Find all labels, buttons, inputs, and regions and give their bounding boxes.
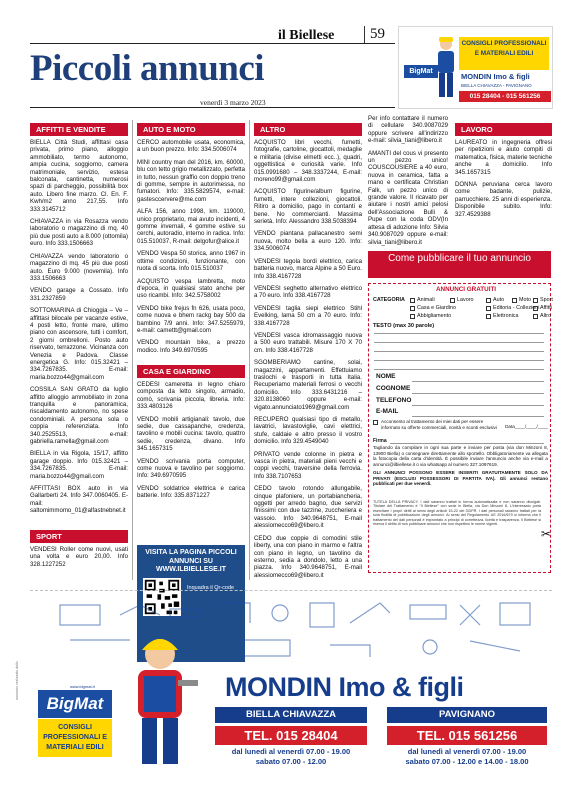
consent-checkbox[interactable] [373,420,378,425]
phone-biella[interactable]: TEL. 015 28404 [215,726,367,745]
classified-ad: VENDESI vasca idromassaggio nuova a 500 euro trattabili. Misure 170 X 70 cm. Info 338.4167728 [254,331,362,354]
classified-ad: VENDESI tegola bordi elettrico, carica batteria nuovo, marca Alpine a 50 Euro. Info 338.4167728 [254,257,362,280]
title-rule [30,43,395,44]
classified-ad: CEDO tavolo rotondo allungabile, cinque plafoniere, un portabiancheria, oggetti per arredo bagno, due servizi finissimi con due tazzine, zuccheriera e vassoio. Info 340.9648751, E-mail alessiomecco69@libero.it [254,485,362,530]
category-checkbox-elettronica[interactable]: Elettronica [486,313,518,319]
notice-text: GLI ANNUNCI POSSONO ESSERE INSERITI GRATUITAMENTE SOLO DA PRIVATI (ESCLUSI POSSESSORI DI PARTITA IVA). Gli annunci restano pubblicati per due venerdì. [373,469,548,487]
section-header-lavoro: LAVORO [455,123,552,136]
classified-ad: BIELLA in via Rigola, 15/17, affitto garage doppio. Info 015.32421 – 334.7267835. E-mail: maria.bozzo44@gmail.com [30,450,128,480]
classified-ad: ACQUISTO figurine/album figurine, fumetti, intere collezioni, giocattoli. Ritiro a domicilio, pago in contanti e bene. No commercianti. Massima serietà. Info: Alessandro 338.5038394 [254,188,362,226]
classified-ad: BIELLA Città Studi, affittasi casa privata, primo piano, alloggio ammobiliato, termo autonomo, ampia cucina, soggiorno, camera matrimoniale, servizio, estesa balconata, cantinetta, numerosi spazi di parcheggio, possibilità box auto. Libero fine marzo. Cl. En. F. Kwh/m2 anno 217,55. Info 333.3145712 [30,139,128,213]
qr-hint: Inquadra il Qr-code [187,585,235,591]
date-rule [30,107,395,108]
category-checkbox-editoria[interactable]: Editoria - Collezioni [486,305,539,311]
classified-ad: VENDO bike frejus fn 626, usata poco, come nuova e bhem rackg bay 500 da bambino 7/9 anni. Info: 347.5255979, e-mail: camettt@gmail.com [137,304,245,334]
checkbox[interactable] [410,314,415,319]
section-header-casa: CASA E GIARDINO [137,365,245,378]
signature-label: Firma [373,438,387,444]
checkbox[interactable] [486,306,491,311]
text-line[interactable] [374,342,544,343]
form-instructions [373,445,548,487]
form-title: ANNUNCI GRATUITI [436,286,497,293]
category-label: CATEGORIA [373,297,405,303]
phone-pavignano[interactable]: TEL. 015 561256 [387,726,547,745]
lavoro-column [455,139,552,247]
newspaper-name: il Biellese [278,28,335,43]
instructions-text: Tagliando da compilare in ogni sua parte e inviare per posta (via don Minzoni 8, 13900 Biella) o consegnare direttamente allo sportello. Obbligatoriamente va allegata la fotocopia della carta d'identità. È possibile inviare l'annuncio anche via e-mail a annunci@ilbiellese.it o via whatsapp al numero 327.1097619. [373,445,548,468]
scissors-icon: ✂ [541,527,552,541]
category-checkbox-animali[interactable]: Animali [410,297,435,303]
store-name: MONDIN Imo & figli [461,72,530,81]
classified-ad: DONNA peruviana cerca lavoro come badante, pulizie, parrucchiere. 25 anni di esperienza. Disponibile subito. Info: 327.4529388 [455,181,552,218]
consent-text: Acconsento al trattamento dei miei dati per essere informato su offerte commerciali, novità e sconti esclusivi [381,419,497,430]
classified-ad: COSSILA SAN GRATO da luglio affitto alloggio ammobiliato in zona tranquilla e panoramica, riscaldamento autonomo, no spese condominiali. A persona sola o coppia referenziata. Info 340.2525513, e-mail: gabriella.ramella@gmail.com [30,386,128,446]
classified-ad: VENDO mountain bike, a prezzo modico. Info 349.6970595 [137,339,245,354]
classified-ad: VENDO soldatrice elettrica e carica batterie. Info: 335.8371227 [137,484,245,500]
text-line[interactable] [374,333,544,334]
classified-ad: LAUREATO in ingegneria offresi per ripetizioni e aiuto compiti di matematica, fisica, materie tecniche anche a domicilio. Info 345.1657315 [455,139,552,176]
hours-weekday: dal lunedì al venerdì 07.00 - 19.00 [407,747,527,756]
category-checkbox-affitti[interactable]: Affitti [533,305,552,311]
classified-ad: VENDO scrivania porta computer, come nuova e tavolino per soggiorno. Info: 349.6970595 [137,457,245,480]
category-checkbox-abbigliamento[interactable]: Abbigliamento [410,313,451,319]
hours-saturday: sabato 07.00 - 12.00 e 14.00 - 18.00 [405,757,529,766]
bigmat-logo: BigMat [404,65,438,78]
consent-row[interactable] [373,419,548,430]
checkbox[interactable] [486,314,491,319]
checkbox[interactable] [533,298,538,303]
classified-ad: SOTTOMARINA di Chioggia – Ve – affittasi bilocale per vacanze estive, 4 posti letto, fronte mare, ultimo piano con ascensore, tutti i comfort, 2 giorni ombrelloni. Posto auto riservato, terrazzone. Vicinanza con Venezia e Padova. Classe energetica G. Info: 015.32421 – 334.7267835. E-mail: maria.bozzo44@gmail.com [30,307,128,381]
classified-ad: VENDO garage a Cossato. Info 331.2327859 [30,287,128,302]
misc-column [368,115,448,247]
store-phone: 015 28404 - 015 561256 [459,91,551,102]
visit-website-text: VISITA LA PAGINA PICCOLI ANNUNCI SU WWW.ILBIELLESE.IT [145,549,237,573]
classified-ad: AFFITTASI BOX auto in via Gallarberti 24. Info 347.0060405. E-mail: saltomimmomo_01@alfastnebnet.it [30,485,128,515]
column-divider [249,120,250,580]
hours-biella [215,747,367,767]
section-header-auto: AUTO E MOTO [137,123,245,136]
checkbox[interactable] [533,314,538,319]
section-header-affitti: AFFITTI E VENDITE [30,123,128,136]
checkbox[interactable] [512,298,517,303]
classified-ad: AMANTI del cous vi presento un pezzo unico! COUSCOUSIERE a 40 euro, nuova in ceramica, fatta a mano e certificata Christian Falk, un pezzo unico di grande valore. Il ricavato per aiutare i nostri amici pelosi dell'Associazione Bulli & Pupe con la coda ODV(In attesa di adozione Info: Silvia 340.9087029 oppure e-mail: silvia_tiani@libero.it [368,149,448,246]
section-header-altro: ALTRO [254,123,362,136]
store-locations: BIELLA CHIAVAZZA - PAVIGNANO [461,83,532,88]
ad-credit: annuncio realizzato dallo [15,661,19,700]
nome-field[interactable] [412,381,544,382]
location-pavignano: PAVIGNANO [387,707,547,723]
classified-ad: CEDO due coppie di comodini stile liberty, una con piano in marmo e l'altra con piano in legno, un tavolino da esterno, sedia a dondolo, letto a una piazza. Info 340.9648751, E-mail alessiomecco69@libero.it [254,534,362,579]
classified-ad: VENDESI seghetto alternativo elettrico a 70 euro. Info 338.4167728 [254,284,362,300]
category-checkbox-altro[interactable]: Altro [533,313,551,319]
text-line[interactable] [374,351,544,352]
date-field[interactable]: Data____/____/____ [505,424,548,429]
privacy-notice: TUTELA DELLA PRIVACY. I dati saranno trattati in forma automatizzata e non saranno divulgati. Titolare del Trattamento è "Il Biellese" con sede in Biella, via Don Minzoni 8. L'interessato potrà esercitare i propri diritti ai sensi degli articoli 15-22 del GDPR. I dati personali saranno trattati per la sola finalità di pubblicazione degli annunci. Ai sensi del Regolamento UE 2016/679 si informa che il trattamento dei dati personali è improntato a principi di correttezza, liceità e trasparenza. Il Biellese si riserva il diritto di non pubblicare annunci che non rispettino le norme vigenti. [373,500,541,527]
testo-label: TESTO (max 30 parole) [373,323,435,329]
form-header: Come pubblicare il tuo annuncio [368,251,551,278]
field-label-cognome: COGNOME [376,385,411,392]
category-checkbox-casa[interactable]: Casa e Giardino [410,305,456,311]
telefono-field[interactable] [412,405,544,406]
classified-ad: ACQUISTO vespa lambretta, moto d'epoca, in qualsiasi stato anche per uso ricambi. Info: 342.5758002 [137,277,245,300]
worker-mascot-icon [120,630,200,770]
column-divider [132,120,133,580]
text-line[interactable] [374,369,544,370]
casa-column [137,381,245,541]
field-label-telefono: TELEFONO [376,397,412,404]
page-number: 59 [364,26,385,43]
classified-ad: VENDO mobili artigianali: tavolo, due sedie, due cassapanche, credenza, tavolino e mobili cucina: tavolo, quattro sedie, credenza, divano. Info 345.1657315 [137,415,245,453]
classified-ad: CERCO automobile usata, economica, a un buon prezzo. Info: 334.5006074 [137,139,245,154]
classified-ad: MINI country man del 2016, km. 60000, blu con tetto grigio metallizzato, perfetta in tutto, nessun graffio con doppio treno di gomme, sempre in autorimessa, no fumatori. Info: 335.5829574, e-mail: gastesccervere@me.com [137,158,245,203]
issue-date: venerdì 3 marzo 2023 [200,98,266,107]
store-name-large: MONDIN Imo & figli [225,672,464,702]
classified-ad: VENDESI Roller come nuovi, usati una volta e euro 20,00. Info 328.1227252 [30,546,128,568]
sport-column [30,546,128,573]
signature-line[interactable] [390,443,544,444]
hours-saturday: sabato 07.00 - 12.00 [255,757,327,766]
category-checkbox-auto[interactable]: Auto [486,297,504,303]
hours-pavignano [387,747,547,767]
classified-ad: VENDESI taglia siepi elettrico Stihl Evelking, lama 50 cm a 70 euro. Info: 338.4167728 [254,304,362,327]
category-checkbox-moto[interactable]: Moto [512,297,531,303]
classified-ad: SGOMBERIAMO cantine, solai, magazzini, appartamenti. Effettuiamo traslochi e trasporti in tutta Italia. Recuperiamo materiali ferrosi o vecchi domicilio. Info 333.6431216 – 320.8138060 oppure e-mail: vigato.annunciato1969@gmail.com [254,359,362,411]
field-label-email: E-MAIL [376,408,399,415]
field-label-nome: NOME [376,373,396,380]
top-advertisement[interactable] [398,26,553,109]
classified-ad: ALFA 156, anno 1998, km. 119000, unico proprietario, mai avuto incidenti, 4 gomme invernali, 4 gomme estive su cerchi, autoradio, interno in radica. Info: 015.510037, R-mail: delgofur@alice.it [137,208,245,245]
consigli-banner-large: CONSIGLI PROFESSIONALI E MATERIALI EDILI [38,719,112,757]
classified-ad: VENDO piantana pallacanestro semi nuova, molto bella a euro 120. Info: 334.5006074 [254,230,362,253]
checkbox[interactable] [450,298,455,303]
affitti-column [30,139,128,519]
classified-ad: PRIVATO vende colonne in pietra e vasca in pietra, materiali pieni vecchi e coppi vecchi, traversine della ferrovia. Info 338.7107653 [254,450,362,480]
email-field[interactable] [412,416,544,417]
consigli-banner: CONSIGLI PROFESSIONALI E MATERIALI EDILI [459,37,549,70]
location-biella: BIELLA CHIAVAZZA [215,707,367,723]
cognome-field[interactable] [412,393,544,394]
classified-ad: Per info contattare il numero di cellulare 340.9087029 oppure scrivere all'indirizzo e-mail: silvia_tiani@libero.it [368,115,448,145]
section-header-sport: SPORT [30,530,128,543]
classified-ad: ACQUISTO libri vecchi, fumetti, fotografie, cartoline, giocattoli, medaglie e militaria (divise elmetti ecc..), quadri, oggettistica e curiosità varie. Info 015.0991680 – 348.3337244, E-mail: moreno99@gmail.com [254,139,362,184]
auto-column [137,139,245,361]
bigmat-url[interactable]: www.bigmat.it [70,684,95,689]
tools-pattern-icon [30,595,552,675]
classified-ad: CEDESI cameretta in legno chiaro composta da letto singolo, armadio, comò, scrivania piccola, libreria. Info: 333.4803126 [137,381,245,411]
text-line[interactable] [374,360,544,361]
page-title: Piccoli annunci [30,48,265,89]
bigmat-logo-large: BigMat [38,690,112,718]
category-checkbox-sport[interactable]: Sport [533,297,553,303]
hours-weekday: dal lunedì al venerdì 07.00 - 19.00 [231,747,351,756]
checkbox[interactable] [486,298,491,303]
classified-ad: CHIAVAZZA in via Rosazza vendo laboratorio o magazzino di mq. 40 più due posti auto a 8.000 (ottomila) euro. Info 333.1506663 [30,218,128,248]
classified-ad: CHIAVAZZA vendo laboratorio o magazzino di mq. 45 più due posti auto. Euro 9.000 (novemila). Info 333.1506663 [30,252,128,282]
altro-column [254,139,362,579]
category-checkbox-lavoro[interactable]: Lavoro [450,297,473,303]
classified-ad: RECUPERO qualsiasi tipo di metallo, lavatrici, lavastoviglie, cavi elettrici, stufe, caldaie e altro presso il vostro domicilio. Info 329.4549040 [254,416,362,446]
checkbox[interactable] [410,306,415,311]
checkbox[interactable] [410,298,415,303]
checkbox[interactable] [533,306,538,311]
classified-ad: VENDO Vespa 50 storica, anno 1967 in ottime condizioni, funzionante, con ruota di scorta. Info 015.510037 [137,250,245,273]
